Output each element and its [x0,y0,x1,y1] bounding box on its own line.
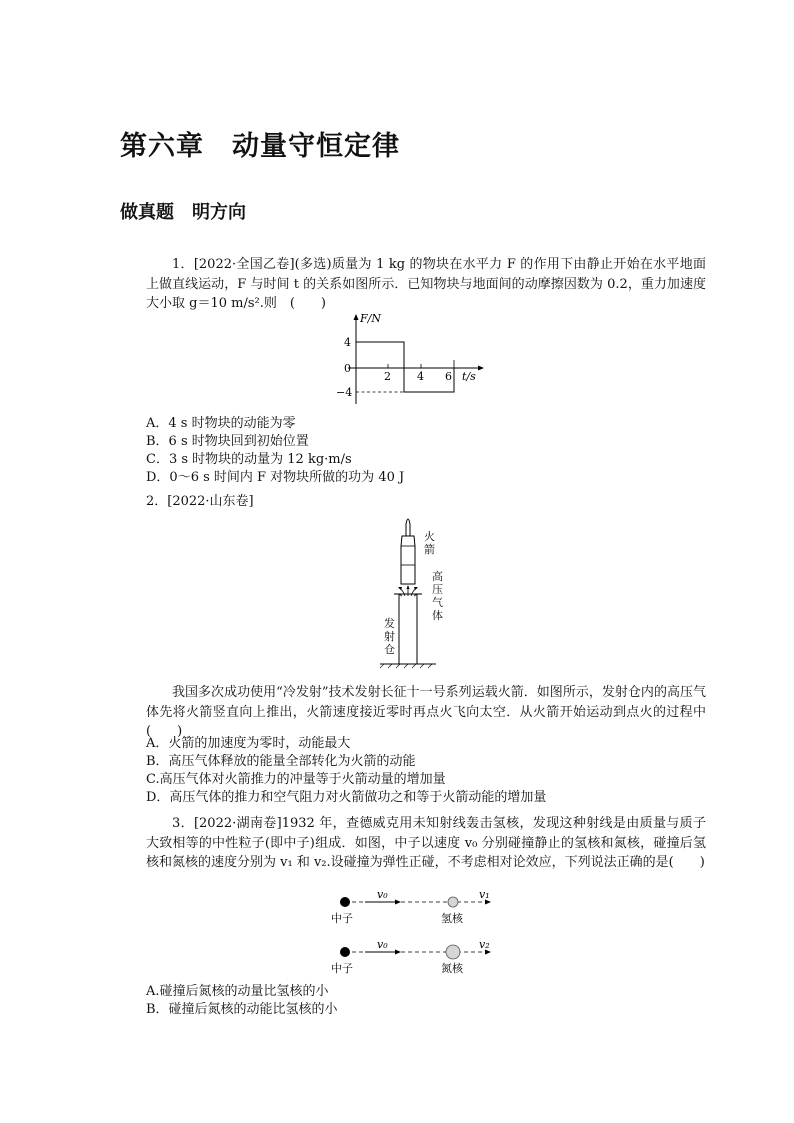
q1-option-c: C．3 s 时物块的动量为 12 kg·m/s [146,452,352,467]
q3-collision-diagram [325,888,505,980]
q1-option-d: D．0～6 s 时间内 F 对物块所做的功为 40 J [146,470,405,485]
q1-option-b: B．6 s 时物块回到初始位置 [146,434,309,449]
q2-option-c: C.高压气体对火箭推力的冲量等于火箭动量的增加量 [146,772,446,787]
chapter-title: 第六章 动量守恒定律 [120,131,400,162]
q1-text: 1．[2022·全国乙卷](多选)质量为 1 kg 的物块在水平力 F 的作用下由静止开始在水平地面上做直线运动，F 与时间 t 的关系如图所示．已知物块与地面间的动摩擦因数为 0.2，重力加速度大小取 g＝10 m/s².则 ( ) [146,257,706,311]
label-v0-top: v₀ [377,888,388,901]
label-launch-silo: 发射仓 [384,617,395,656]
q3-option-b: B．碰撞后氮核的动能比氢核的小 [146,1002,338,1017]
q3-option-a: A.碰撞后氮核的动量比氢核的小 [146,984,329,999]
q1-force-time-graph [330,308,490,412]
q3-text: 3．[2022·湖南卷]1932 年，查德威克用未知射线轰击氢核，发现这种射线是由质量与质子大致相等的中性粒子(即中子)组成．如图，中子以速度 v₀ 分别碰撞静止的氢核和氮核，碰撞后氢核和氮核的速度分别为 v₁ 和 v₂.设碰撞为弹性正碰，不考虑相对论效应，下列说法正确的是( ) [146,816,706,870]
q2-header: 2．[2022·山东卷] [146,494,254,509]
x-tick-2: 2 [384,370,391,383]
y-tick-0: 0 [344,362,351,375]
y-axis-label: F/N [360,312,381,325]
label-nitrogen: 氮核 [441,962,463,975]
q1-option-a: A．4 s 时物块的动能为零 [146,416,296,431]
q2-text: 我国多次成功使用“冷发射”技术发射长征十一号系列运载火箭．如图所示，发射仓内的高压气体先将火箭竖直向上推出，火箭速度接近零时再点火飞向太空．从火箭开始运动到点火的过程中( ) [146,685,706,739]
label-v0-bottom: v₀ [377,938,388,951]
q2-option-d: D．高压气体的推力和空气阻力对火箭做功之和等于火箭动能的增加量 [146,790,547,805]
label-neutron-bottom: 中子 [331,962,353,975]
label-v2: v₂ [479,938,490,951]
section-title: 做真题 明方向 [120,202,246,223]
label-high-pressure-gas: 高压气体 [432,570,443,622]
x-axis-label: t/s [462,370,476,383]
label-rocket: 火箭 [424,530,435,556]
q2-option-a: A．火箭的加速度为零时，动能最大 [146,736,351,751]
x-tick-6: 6 [445,370,452,383]
label-hydrogen: 氢核 [441,912,463,925]
y-tick-4: 4 [344,336,351,349]
y-tick-neg4: −4 [336,386,353,399]
x-tick-4: 4 [417,370,424,383]
q2-option-b: B．高压气体释放的能量全部转化为火箭的动能 [146,754,416,769]
label-v1: v₁ [479,888,490,901]
label-neutron-top: 中子 [331,912,353,925]
